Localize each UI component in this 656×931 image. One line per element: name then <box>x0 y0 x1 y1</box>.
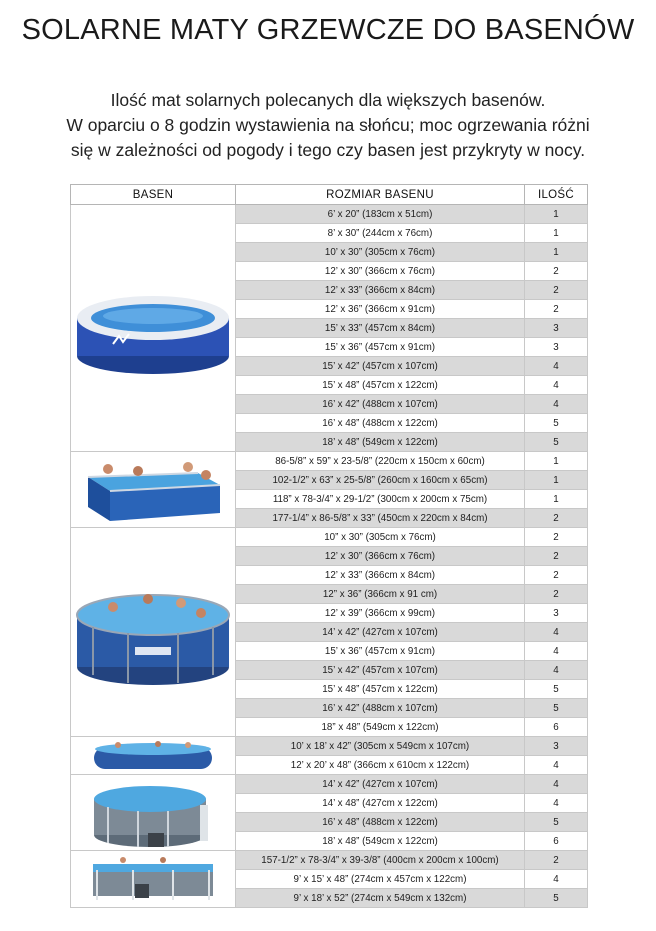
mat-quantity-cell: 4 <box>525 395 588 414</box>
pool-size-cell: 15’ x 42” (457cm x 107cm) <box>236 357 525 376</box>
mat-quantity-cell: 1 <box>525 490 588 509</box>
pool-size-cell: 14’ x 42” (427cm x 107cm) <box>236 775 525 794</box>
pool-size-cell: 15’ x 33” (457cm x 84cm) <box>236 319 525 338</box>
header-size: ROZMIAR BASENU <box>236 185 525 205</box>
subtitle <box>0 88 656 163</box>
mat-quantity-cell: 4 <box>525 661 588 680</box>
mat-quantity-cell: 2 <box>525 585 588 604</box>
pool-size-cell: 15’ x 42” (457cm x 107cm) <box>236 661 525 680</box>
pool-size-cell: 18’ x 48” (549cm x 122cm) <box>236 832 525 851</box>
pool-size-cell: 12’ x 20’ x 48” (366cm x 610cm x 122cm) <box>236 756 525 775</box>
pool-size-cell: 9’ x 18’ x 52” (274cm x 549cm x 132cm) <box>236 889 525 908</box>
mat-quantity-cell: 6 <box>525 832 588 851</box>
pool-size-cell: 9’ x 15’ x 48” (274cm x 457cm x 122cm) <box>236 870 525 889</box>
pool-size-cell: 10’ x 30” (305cm x 76cm) <box>236 243 525 262</box>
pool-size-cell: 12’ x 33” (366cm x 84cm) <box>236 566 525 585</box>
mat-quantity-cell: 3 <box>525 319 588 338</box>
table-row <box>71 205 588 224</box>
header-qty: ILOŚĆ <box>525 185 588 205</box>
subtitle-line-1: Ilość mat solarnych polecanych dla większych basenów. <box>110 90 546 110</box>
pool-size-cell: 12’ x 39” (366cm x 99cm) <box>236 604 525 623</box>
mat-quantity-cell: 2 <box>525 262 588 281</box>
pool-size-cell: 12’ x 30” (366cm x 76cm) <box>236 262 525 281</box>
oval-frame-pool-image <box>71 737 236 775</box>
pool-size-table <box>70 184 588 908</box>
mat-quantity-cell: 6 <box>525 718 588 737</box>
subtitle-line-2: W oparciu o 8 godzin wystawienia na słońcu; moc ogrzewania różni <box>66 115 590 135</box>
mat-quantity-cell: 4 <box>525 357 588 376</box>
mat-quantity-cell: 1 <box>525 243 588 262</box>
table-body <box>71 205 588 908</box>
pool-size-cell: 16’ x 42” (488cm x 107cm) <box>236 395 525 414</box>
pool-size-cell: 12” x 36” (366cm x 91 cm) <box>236 585 525 604</box>
pool-size-cell: 102-1/2” x 63” x 25-5/8” (260cm x 160cm x 65cm) <box>236 471 525 490</box>
pool-size-cell: 177-1/4” x 86-5/8” x 33” (450cm x 220cm x 84cm) <box>236 509 525 528</box>
pool-size-cell: 16’ x 48” (488cm x 122cm) <box>236 813 525 832</box>
pool-size-cell: 15’ x 48” (457cm x 122cm) <box>236 680 525 699</box>
mat-quantity-cell: 4 <box>525 775 588 794</box>
pool-size-cell: 8’ x 30” (244cm x 76cm) <box>236 224 525 243</box>
mat-quantity-cell: 4 <box>525 870 588 889</box>
pool-size-cell: 15’ x 36” (457cm x 91cm) <box>236 338 525 357</box>
pool-size-cell: 14’ x 48” (427cm x 122cm) <box>236 794 525 813</box>
mat-quantity-cell: 5 <box>525 699 588 718</box>
pool-size-cell: 12’ x 33” (366cm x 84cm) <box>236 281 525 300</box>
pool-size-cell: 10” x 30” (305cm x 76cm) <box>236 528 525 547</box>
pool-size-cell: 12’ x 36” (366cm x 91cm) <box>236 300 525 319</box>
rectangular-ultra-frame-pool-image <box>71 851 236 908</box>
mat-quantity-cell: 4 <box>525 756 588 775</box>
mat-quantity-cell: 1 <box>525 205 588 224</box>
pool-size-cell: 16’ x 48” (488cm x 122cm) <box>236 414 525 433</box>
mat-quantity-cell: 3 <box>525 604 588 623</box>
mat-quantity-cell: 3 <box>525 737 588 756</box>
mat-quantity-cell: 1 <box>525 224 588 243</box>
subtitle-line-3: się w zależności od pogody i tego czy basen jest przykryty w nocy. <box>70 140 586 160</box>
round-ultra-frame-pool-image <box>71 775 236 851</box>
mat-quantity-cell: 2 <box>525 547 588 566</box>
table-row <box>71 528 588 547</box>
pool-size-cell: 12’ x 30” (366cm x 76cm) <box>236 547 525 566</box>
mat-quantity-cell: 2 <box>525 528 588 547</box>
pool-size-cell: 18’ x 48” (549cm x 122cm) <box>236 433 525 452</box>
header-pool: BASEN <box>71 185 236 205</box>
mat-quantity-cell: 1 <box>525 452 588 471</box>
mat-quantity-cell: 4 <box>525 376 588 395</box>
mat-quantity-cell: 2 <box>525 509 588 528</box>
mat-quantity-cell: 3 <box>525 338 588 357</box>
round-metal-frame-pool-image <box>71 528 236 737</box>
mat-quantity-cell: 5 <box>525 680 588 699</box>
mat-quantity-cell: 5 <box>525 433 588 452</box>
pool-size-cell: 118” x 78-3/4” x 29-1/2” (300cm x 200cm x 75cm) <box>236 490 525 509</box>
pool-size-cell: 15’ x 48” (457cm x 122cm) <box>236 376 525 395</box>
mat-quantity-cell: 4 <box>525 794 588 813</box>
inflatable-ring-pool-image <box>71 205 236 452</box>
mat-quantity-cell: 5 <box>525 889 588 908</box>
pool-size-cell: 14’ x 42” (427cm x 107cm) <box>236 623 525 642</box>
mat-quantity-cell: 5 <box>525 813 588 832</box>
pool-size-cell: 10’ x 18’ x 42” (305cm x 549cm x 107cm) <box>236 737 525 756</box>
pool-size-cell: 15’ x 36” (457cm x 91cm) <box>236 642 525 661</box>
mat-quantity-cell: 2 <box>525 281 588 300</box>
page-title: SOLARNE MATY GRZEWCZE DO BASENÓW <box>21 14 635 46</box>
table-row <box>71 737 588 756</box>
table-row <box>71 452 588 471</box>
pool-size-cell: 86-5/8” x 59” x 23-5/8” (220cm x 150cm x 60cm) <box>236 452 525 471</box>
mat-quantity-cell: 2 <box>525 851 588 870</box>
mat-quantity-cell: 4 <box>525 623 588 642</box>
mat-quantity-cell: 4 <box>525 642 588 661</box>
table-row <box>71 851 588 870</box>
mat-quantity-cell: 2 <box>525 300 588 319</box>
table-row <box>71 775 588 794</box>
pool-size-cell: 16’ x 42” (488cm x 107cm) <box>236 699 525 718</box>
mat-quantity-cell: 2 <box>525 566 588 585</box>
rectangular-frame-pool-image <box>71 452 236 528</box>
pool-size-cell: 18” x 48” (549cm x 122cm) <box>236 718 525 737</box>
pool-size-cell: 157-1/2” x 78-3/4” x 39-3/8” (400cm x 200cm x 100cm) <box>236 851 525 870</box>
pool-size-cell: 6’ x 20” (183cm x 51cm) <box>236 205 525 224</box>
mat-quantity-cell: 5 <box>525 414 588 433</box>
mat-quantity-cell: 1 <box>525 471 588 490</box>
table-header-row <box>71 185 588 205</box>
